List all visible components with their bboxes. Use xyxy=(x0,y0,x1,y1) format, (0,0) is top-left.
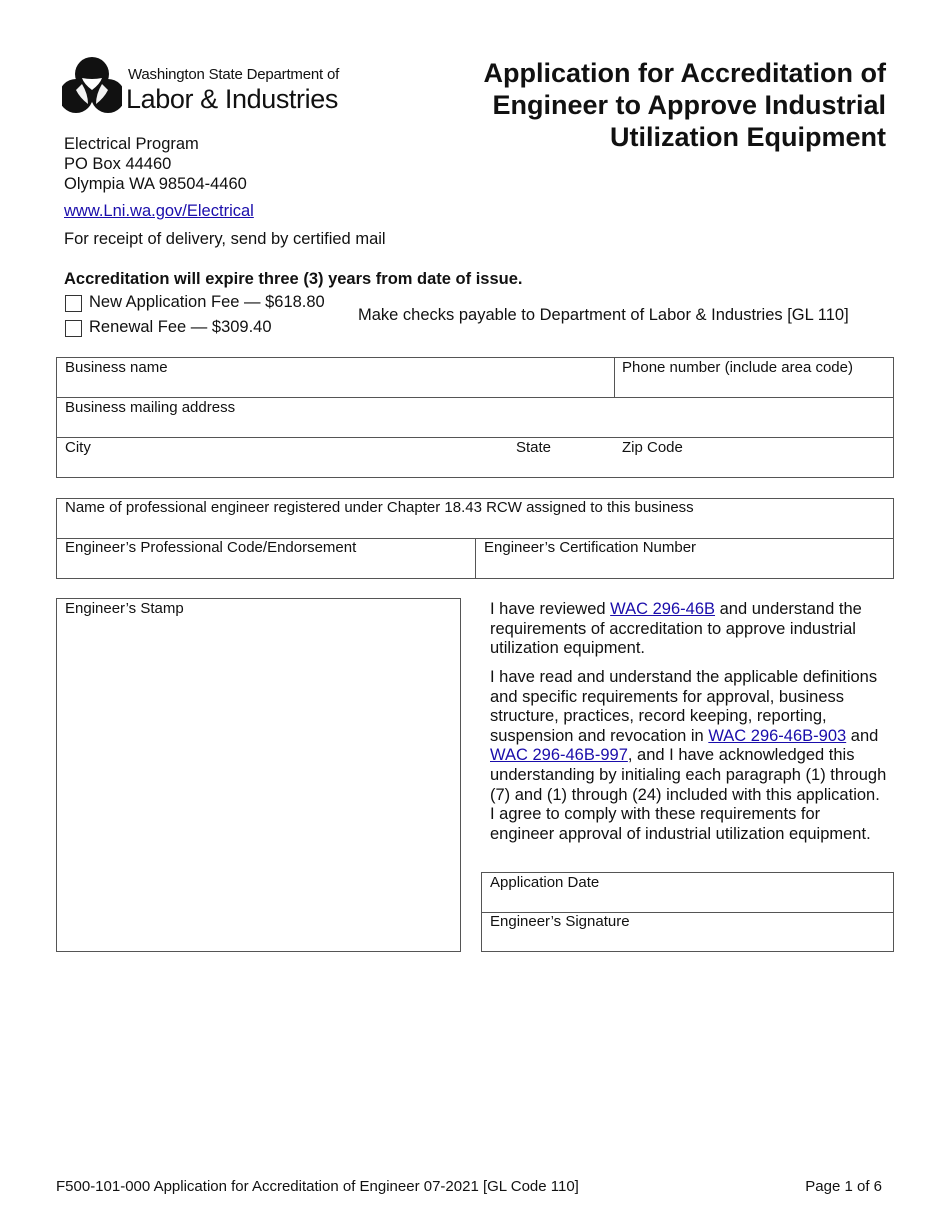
page-title xyxy=(446,57,886,153)
form-identifier: F500-101-000 Application for Accreditation of Engineer 07-2021 [GL Code 110] xyxy=(56,1178,579,1195)
engineer-stamp-label: Engineer’s Stamp xyxy=(65,600,184,617)
review-statement xyxy=(490,600,888,659)
application-date-label: Application Date xyxy=(490,874,600,891)
mailing-address-label: Business mailing address xyxy=(65,399,236,416)
new-application-checkbox[interactable] xyxy=(65,295,82,312)
wac-296-46b-903-link[interactable]: WAC 296-46B-903 xyxy=(708,726,847,745)
code-endorsement-label: Engineer’s Professional Code/Endorsement xyxy=(65,539,357,556)
logo-agency-line: Washington State Department of xyxy=(128,66,340,83)
po-box: PO Box 44460 xyxy=(64,155,172,173)
statement-text: , and I have acknowledged this understanding by initialing each paragraph (1) through (7) and (1) through (24) included with this application. I agree to comply with these requirements for engineer approval of industrial utilization equipment. xyxy=(490,746,887,843)
phone-label: Phone number (include area code) xyxy=(622,359,853,376)
new-application-fee-label: New Application Fee — $618.80 xyxy=(89,293,325,311)
engineer-name-label: Name of professional engineer registered under Chapter 18.43 RCW assigned to this business xyxy=(65,499,694,516)
statement-text: I have reviewed xyxy=(490,600,611,618)
page-number: Page 1 of 6 xyxy=(805,1178,882,1195)
mailing-address-block xyxy=(64,134,247,194)
website-link[interactable]: www.Lni.wa.gov/Electrical xyxy=(64,202,254,220)
checks-payable-note: Make checks payable to Department of Labor & Industries [GL 110] xyxy=(358,306,849,324)
state-label: State xyxy=(516,439,552,456)
engineer-stamp-box[interactable] xyxy=(56,598,461,952)
zip-label: Zip Code xyxy=(622,439,683,456)
title-line-2: Engineer to Approve Industrial xyxy=(492,90,886,120)
expiration-note: Accreditation will expire three (3) years from date of issue. xyxy=(64,270,523,288)
city-label: City xyxy=(65,439,91,456)
renewal-fee-label: Renewal Fee — $309.40 xyxy=(89,318,272,336)
city-state-zip: Olympia WA 98504-4460 xyxy=(64,175,247,193)
logo-agency-name: Labor & Industries xyxy=(126,84,338,114)
title-line-3: Utilization Equipment xyxy=(610,122,886,152)
certification-number-label: Engineer’s Certification Number xyxy=(484,539,697,556)
program-name: Electrical Program xyxy=(64,135,199,153)
statement-text: and xyxy=(846,726,879,745)
renewal-checkbox[interactable] xyxy=(65,320,82,337)
engineer-signature-label: Engineer’s Signature xyxy=(490,913,630,930)
wac-296-46b-link[interactable]: WAC 296-46B xyxy=(610,600,716,618)
lni-logo-icon xyxy=(62,54,122,116)
compliance-statement xyxy=(490,668,888,844)
statement-text: I have read and understand the applicable definitions and specific requirements for approval, business structure, practices, record keeping, reporting, suspension and revocation in xyxy=(490,668,878,745)
statement-text: and understand the requirements of accreditation to approve industrial utilization equipment. xyxy=(490,600,862,658)
wac-296-46b-997-link[interactable]: WAC 296-46B-997 xyxy=(490,746,628,765)
certified-mail-note: For receipt of delivery, send by certified mail xyxy=(64,230,386,248)
business-name-label: Business name xyxy=(65,359,168,376)
city-state-zip-field[interactable] xyxy=(57,438,893,477)
title-line-1: Application for Accreditation of xyxy=(483,58,886,88)
